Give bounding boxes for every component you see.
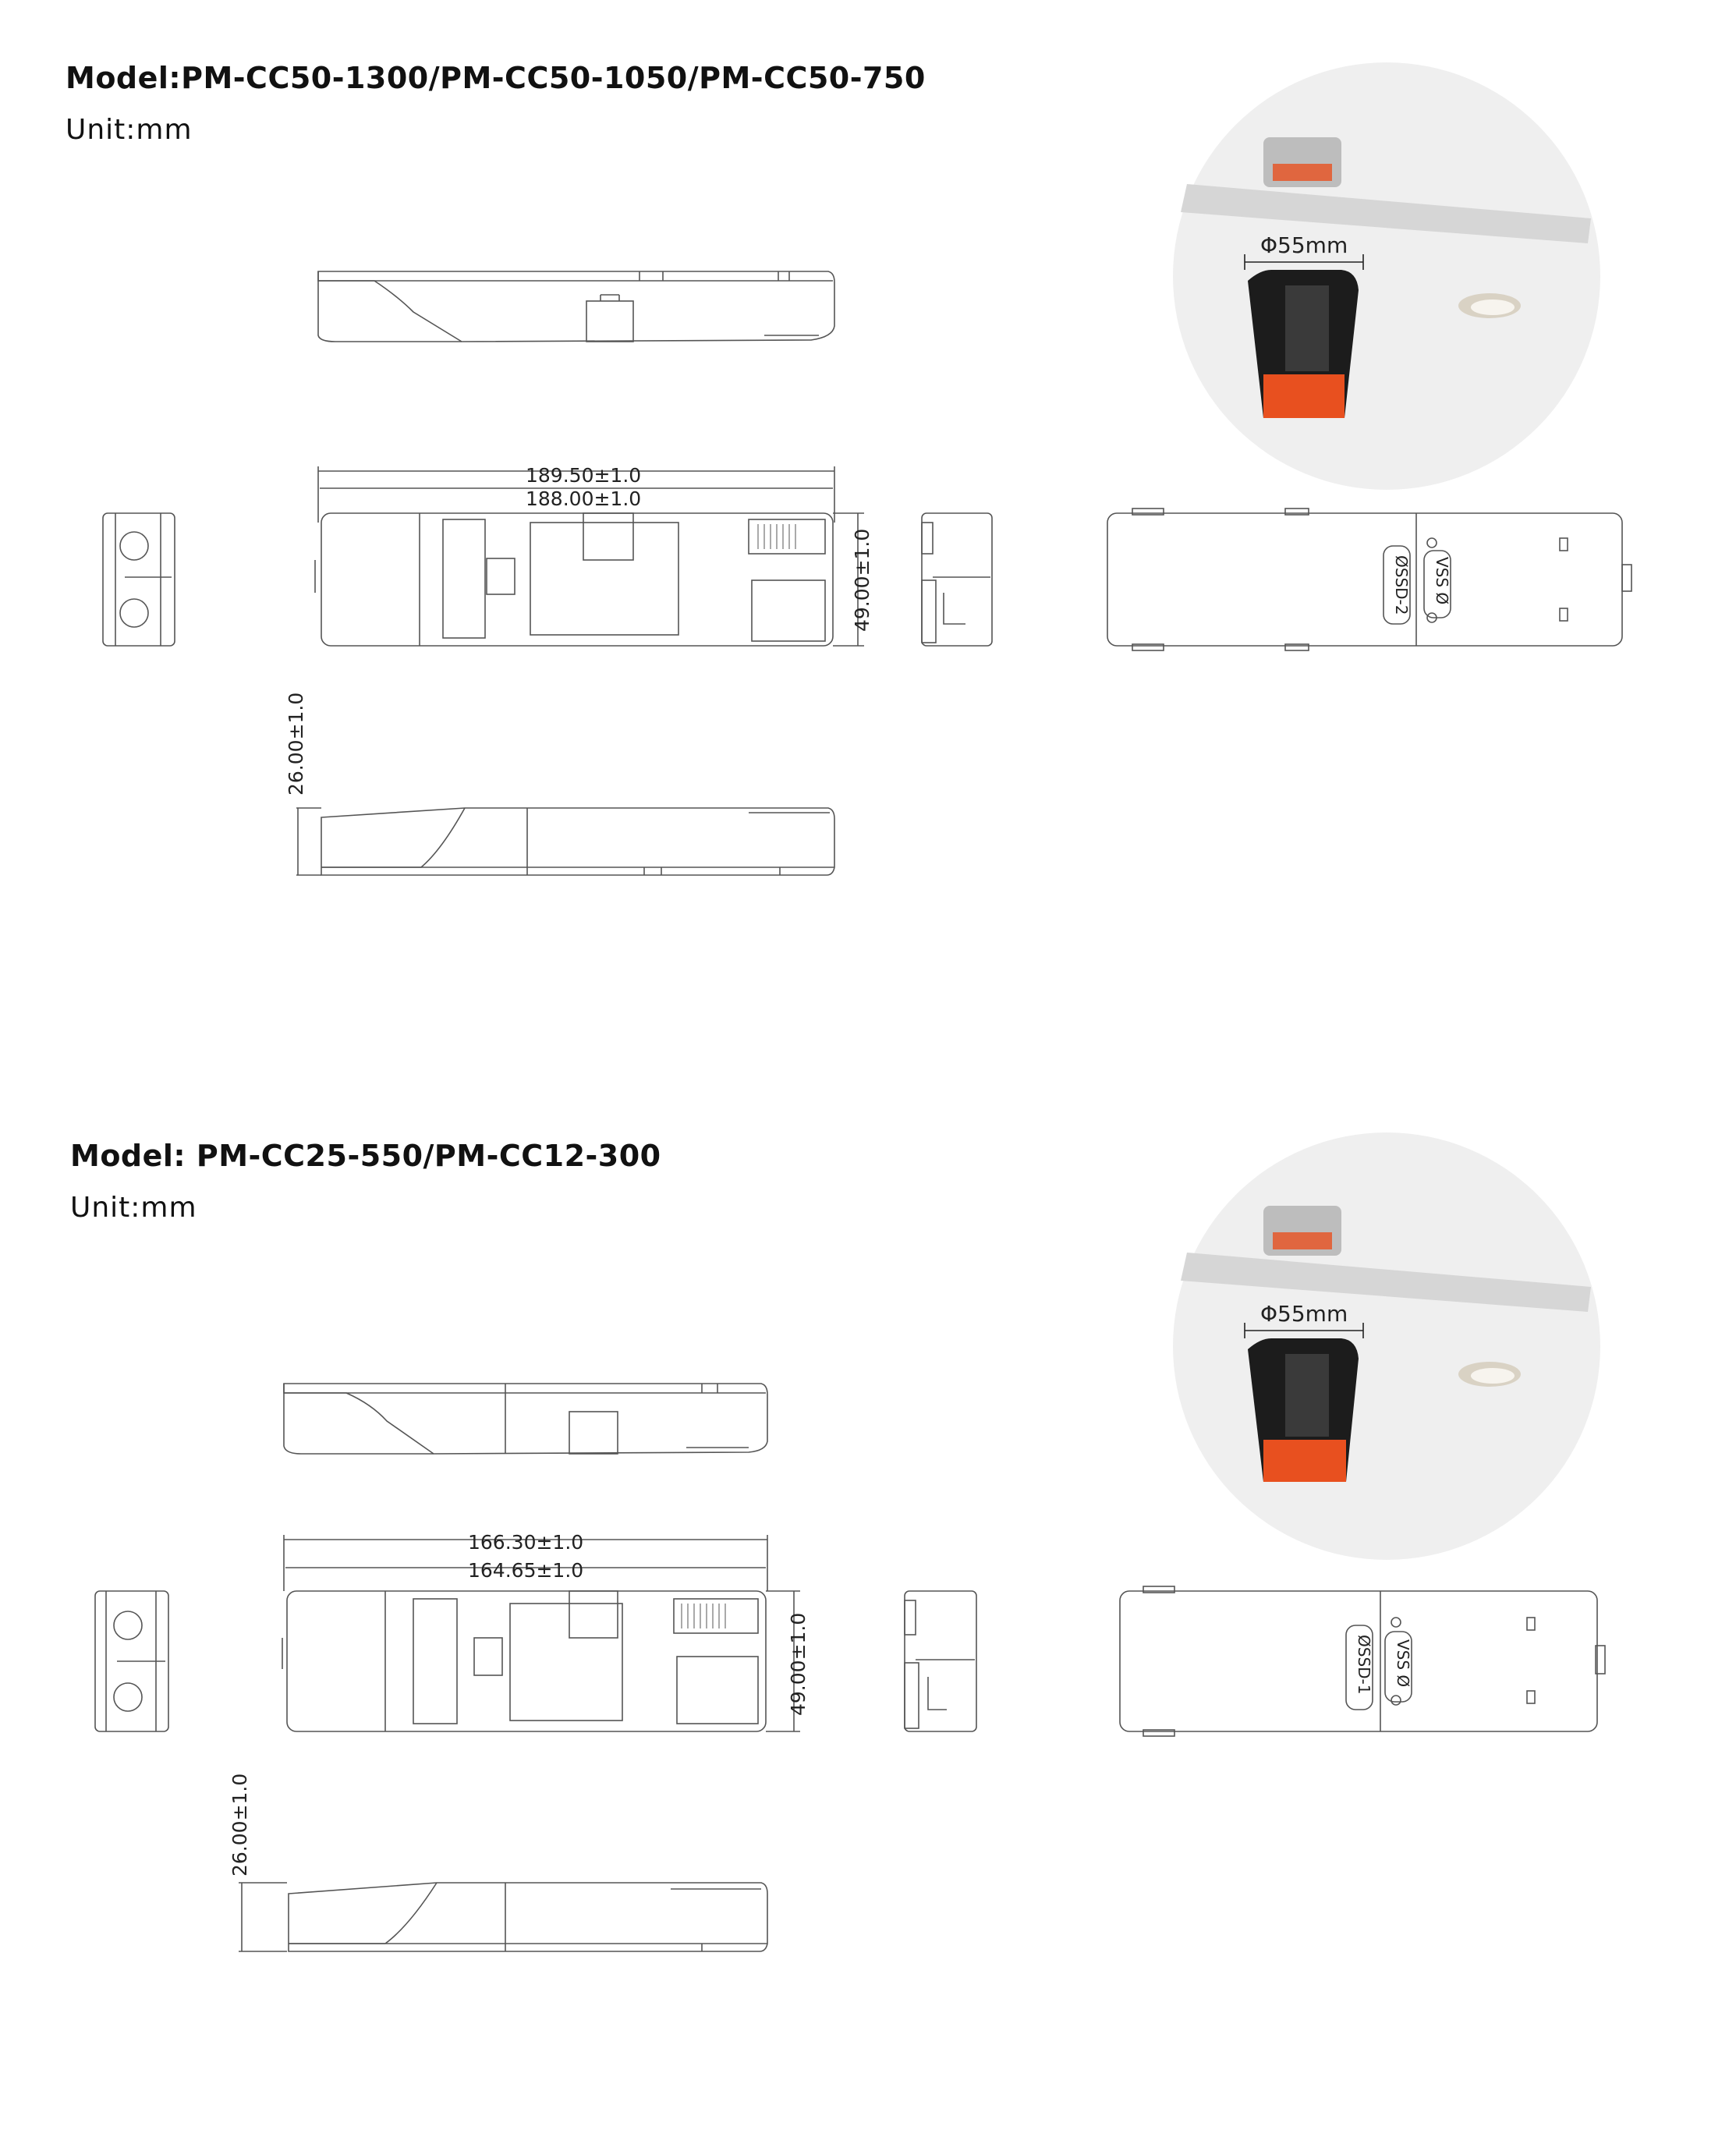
right-end-view: [905, 1591, 976, 1731]
back-mark-2: VSS Ø: [1394, 1639, 1412, 1688]
cutout-label: Φ55mm: [1260, 232, 1348, 258]
top-side-view: [318, 271, 834, 342]
back-mark-1: ØSSD-2: [1392, 555, 1411, 615]
width-label: 49.00±1.0: [787, 1612, 810, 1716]
technical-drawing: [0, 0, 1736, 1061]
height-label: 26.00±1.0: [285, 692, 307, 796]
back-view: [1107, 509, 1631, 650]
spec-section-1: [0, 0, 1736, 1061]
left-end-view: [103, 513, 175, 646]
bottom-side-view: [289, 1883, 767, 1951]
height-label: 26.00±1.0: [229, 1773, 251, 1877]
top-side-view: [284, 1384, 767, 1454]
spec-section-2: [0, 1076, 1736, 2137]
installation-illustration: [1173, 62, 1600, 490]
technical-drawing: [0, 1076, 1736, 1997]
main-top-view: [282, 1591, 766, 1731]
model-title: Model: PM-CC25-550/PM-CC12-300: [70, 1139, 661, 1173]
unit-label: Unit:mm: [66, 114, 193, 146]
left-end-view: [95, 1591, 168, 1731]
model-title: Model:PM-CC50-1300/PM-CC50-1050/PM-CC50-750: [66, 61, 926, 95]
bottom-side-view: [321, 808, 834, 875]
inner-length-label: 164.65±1.0: [468, 1559, 584, 1582]
outer-length-label: 189.50±1.0: [526, 464, 642, 487]
width-label: 49.00±1.0: [851, 528, 873, 632]
height-dimension: [296, 808, 321, 875]
inner-length-label: 188.00±1.0: [526, 487, 642, 510]
cutout-label: Φ55mm: [1260, 1301, 1348, 1327]
main-top-view: [315, 513, 833, 646]
installation-illustration: [1173, 1132, 1600, 1560]
height-dimension: [239, 1883, 287, 1951]
back-mark-2: VSS Ø: [1433, 557, 1451, 605]
right-end-view: [922, 513, 992, 646]
back-mark-1: ØSSD-1: [1355, 1635, 1373, 1695]
unit-label: Unit:mm: [70, 1192, 197, 1224]
outer-length-label: 166.30±1.0: [468, 1531, 584, 1554]
